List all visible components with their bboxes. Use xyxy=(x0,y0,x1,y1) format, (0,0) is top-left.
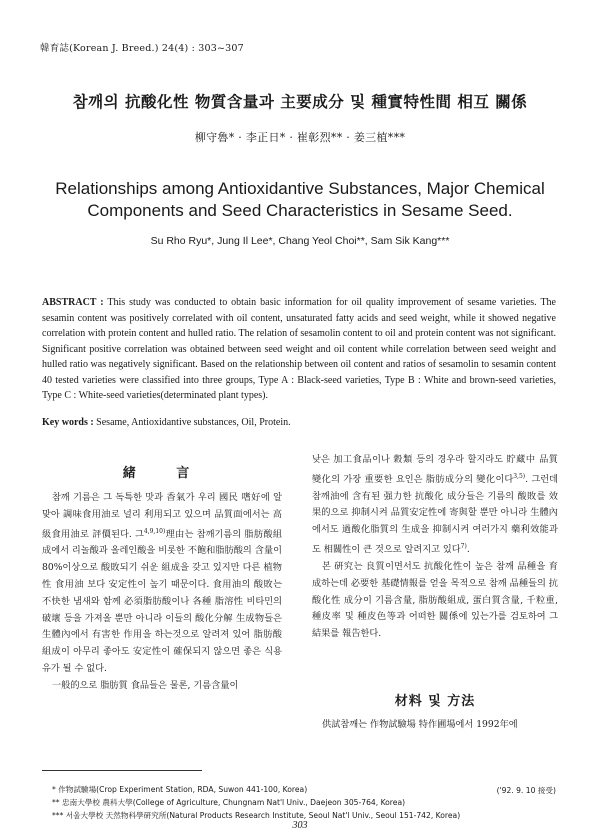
english-title-line2: Components and Seed Characteristics in Sesame Seed. xyxy=(87,201,513,220)
abstract-label: ABSTRACT : xyxy=(42,297,104,308)
english-authors: Su Rho Ryu*, Jung Il Lee*, Chang Yeol Choi**, Sam Sik Kang*** xyxy=(150,235,450,247)
intro-right-para1-end: . xyxy=(466,544,470,556)
intro-right-para1-text: 낮은 加工食品이나 穀類 등의 경우라 할지라도 貯藏中 品質變化의 가장 重要한 요인은 脂肪成分의 變化이다 xyxy=(312,454,558,485)
methods-heading: 材料 및 方法 xyxy=(394,694,476,709)
korean-authors: 柳守魯* · 李正日* · 崔彰烈** · 姜三植*** xyxy=(194,131,406,144)
abstract xyxy=(42,295,556,404)
journal-header: 韓育誌(Korean J. Breed.) 24(4) : 303~307 xyxy=(40,43,244,54)
methods-column xyxy=(312,717,558,734)
intro-para1-text: 참깨 기름은 그 독특한 맛과 香氣가 우리 國民 嗜好에 알맞아 調味食用油로 널리 利用되고 있으며 品質面에서는 高級食用油로 評價된다. 그 xyxy=(42,492,282,540)
abstract-text: This study was conducted to obtain basic information for oil quality improvement of sesame varieties. The sesamin content was positively correlated with oil content, unsaturated fatty acids and seed weight, while it showed negative correlation with protein content and hulled ratio. The relation of sesamolin content to oil and protein content was not significant. Significant positive correlation was obtained between seed weight and oil content while correlation between seed weight and hulled ratio was negatively significant. Based on the relationship between oil content and ratios of sesamolin to sesamin content 40 tested varieties were classified into three groups, Type A : Black-seed varieties, Type B : White and brown-seed varieties, Type C : White-seed varieties(determinated plant types). xyxy=(42,297,556,401)
methods-paragraph-1: 供試참깨는 作物試驗場 特作圃場에서 1992年에 xyxy=(322,719,518,730)
intro-ref-3: 7) xyxy=(460,543,467,551)
intro-paragraph-2: 一般的으로 脂肪質 食品들은 물론, 기름含量이 xyxy=(52,679,239,691)
keywords-label: Key words : xyxy=(42,417,94,428)
intro-right-column xyxy=(312,452,558,643)
page-number: 303 xyxy=(292,820,308,831)
footnote-3: *** 서울大學校 天然物科學硏究所(Natural Products Research Institute, Seoul Nat'l Univ., Seoul 151-742, Korea) xyxy=(52,811,461,820)
keywords-text: Sesame, Antioxidantive substances, Oil, Protein. xyxy=(96,417,291,428)
footnote-1: * 作物試驗場(Crop Experiment Station, RDA, Suwon 441-100, Korea) xyxy=(52,785,308,794)
intro-heading: 緒 言 xyxy=(122,466,208,481)
received-date: ('92. 9. 10 接受) xyxy=(496,786,556,795)
english-title xyxy=(0,178,600,222)
footnote-divider xyxy=(42,770,202,771)
keywords xyxy=(42,417,556,428)
korean-title: 참깨의 抗酸化性 物質含量과 主要成分 및 種實特性間 相互 關係 xyxy=(72,92,528,111)
intro-para1-cont: 理由는 참깨기름의 脂肪酸組成에서 리놀酸과 올레인酸을 비롯한 不飽和脂肪酸의 含量이 80%이상으로 酸敗되기 쉬운 組成을 갖고 있지만 다른 植物性 食用油 보다 安定性이 높기 때문이다. 食用油의 酸敗는 不快한 냄새와 함께 必須脂肪酸이나 各種 脂溶性 비타민의 破壞 등을 가져올 뿐만 아니라 이들의 酸化分解 生成物들은 生體內에서 有害한 作用을 하는것으로 알려져 있어 脂肪酸組成이 아무리 좋아도 安定性이 確保되지 않으면 좋은 식용유가 될 수 없다. xyxy=(42,528,283,675)
intro-paragraph-1 xyxy=(42,490,282,678)
intro-right-paragraph-1 xyxy=(312,452,558,559)
intro-right-para1-cont: . 그런데 참깨油에 含有된 强力한 抗酸化 成分들은 기름의 酸敗를 效果的으로 抑制시켜 品質安定性에 寄與할 뿐만 아니라 生體內에서도 過酸化脂質의 生成을 抑制시켜 여러가지 藥利效能과도 相關性이 큰 것으로 알려지고 있다 xyxy=(312,473,558,556)
intro-right-paragraph-2: 본 硏究는 良質이면서도 抗酸化性이 높은 참깨 品種을 育成하는데 必要한 基礎情報를 얻을 목적으로 참깨 品種들의 抗酸化性 成分이 기름含量, 脂肪酸組成, 蛋白質含量, 千粒重, 種皮率 및 種皮色等과 어떠한 關係에 있는가를 검토하여 그 結果를 報告한다. xyxy=(312,560,558,640)
intro-left-column xyxy=(42,490,282,695)
intro-ref-2: 3,5) xyxy=(513,472,526,480)
english-title-line1: Relationships among Antioxidantive Substances, Major Chemical xyxy=(55,179,545,198)
intro-ref-1: 4,9,10) xyxy=(143,527,166,535)
footnote-2: ** 忠南大學校 農科大學(College of Agriculture, Chungnam Nat'l Univ., Daejeon 305-764, Korea) xyxy=(52,798,406,807)
